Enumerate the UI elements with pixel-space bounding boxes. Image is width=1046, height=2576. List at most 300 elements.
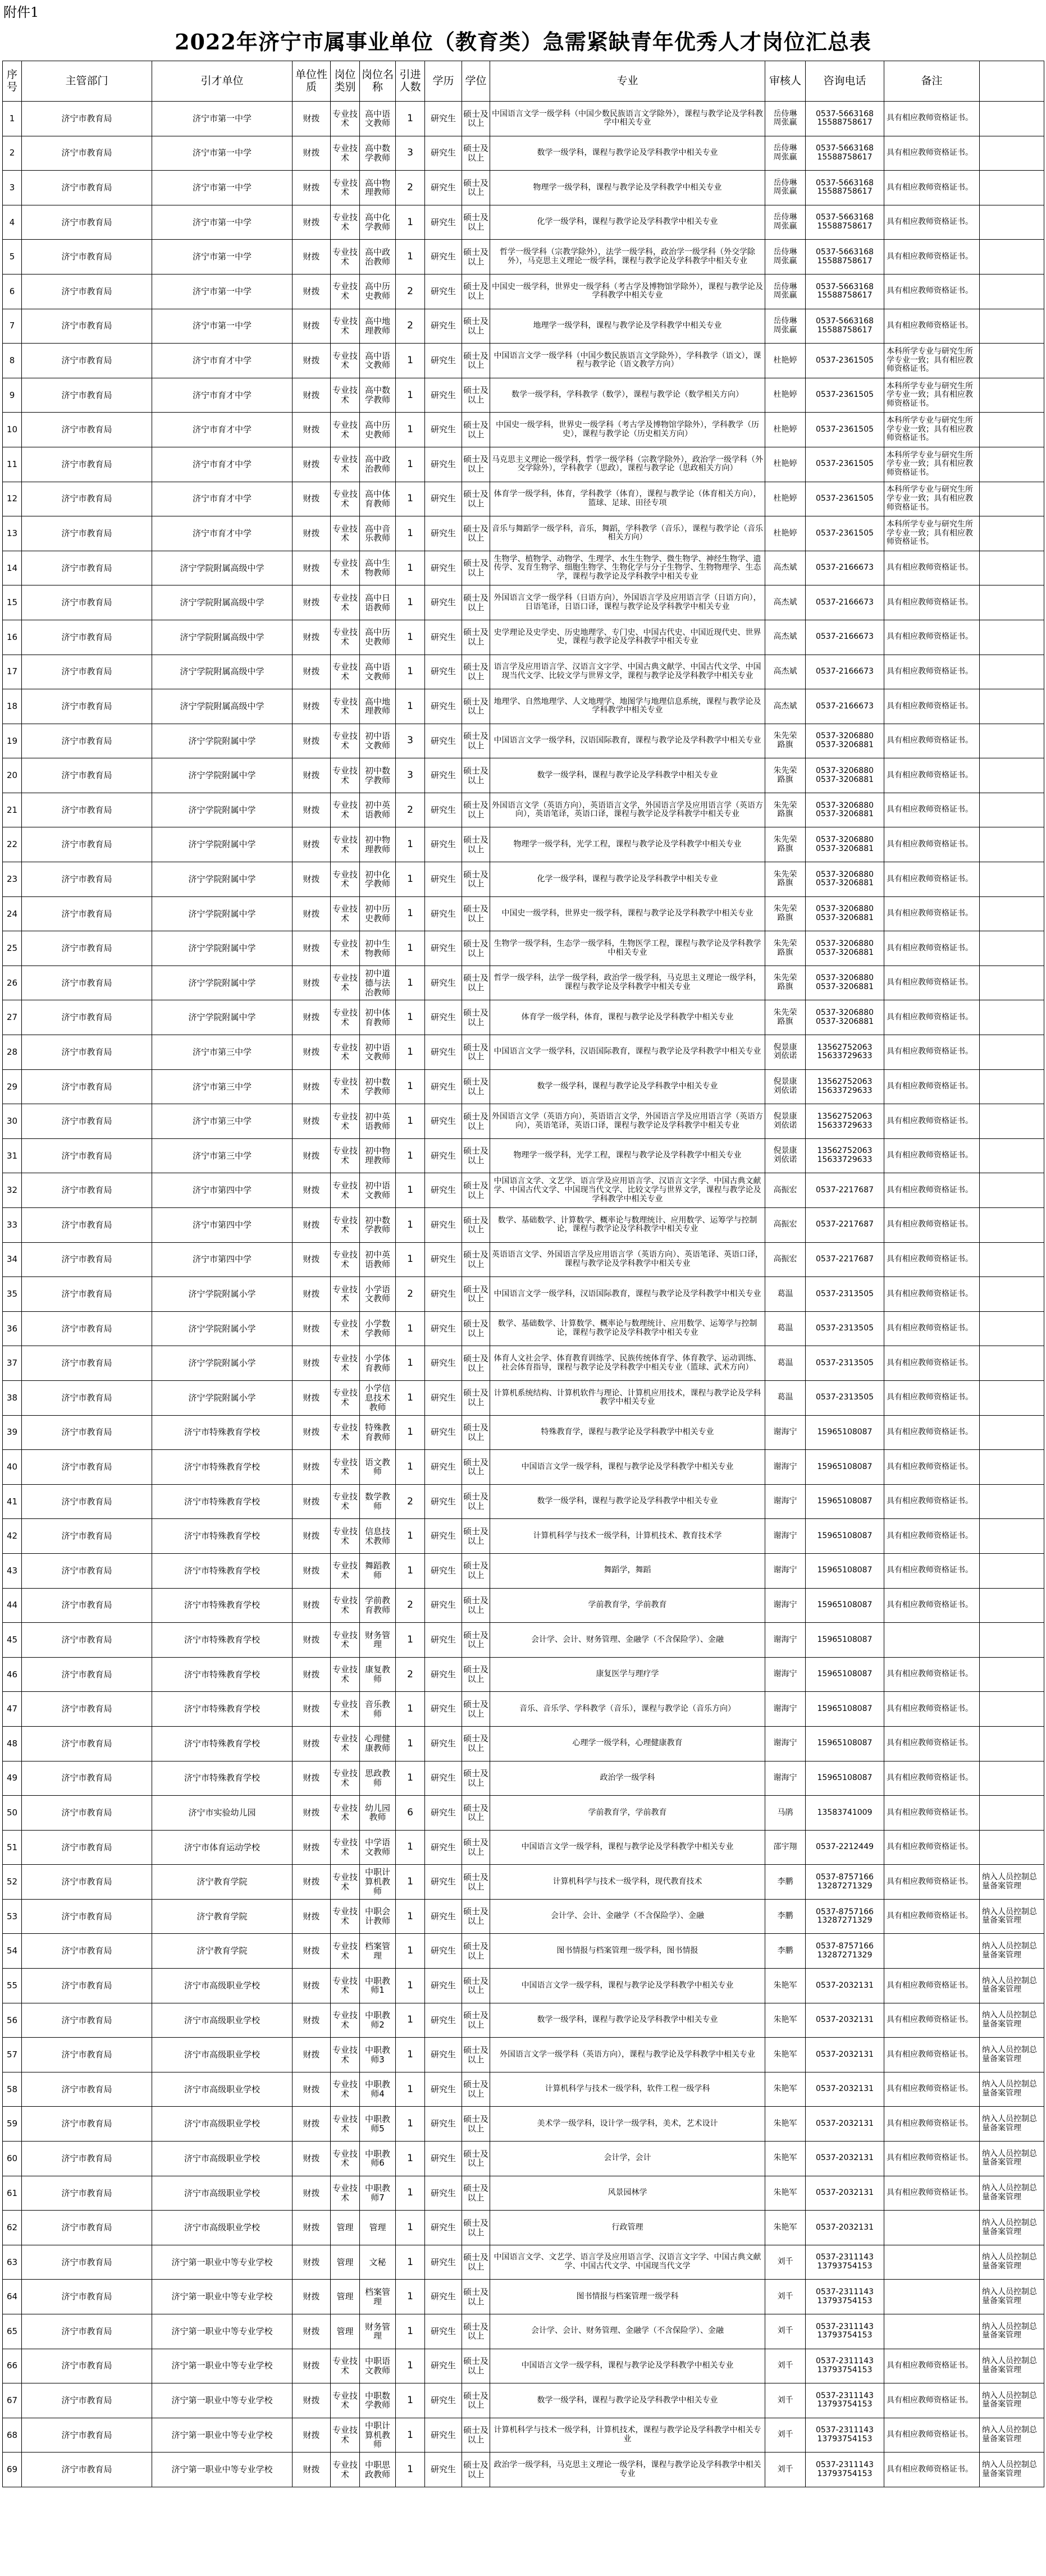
cell-post: 语文教师 xyxy=(360,1450,396,1485)
cell-nature: 财拨 xyxy=(293,1692,331,1727)
cell-major: 会计学、会计、财务管理、金融学（不含保险学）、金融 xyxy=(490,2314,765,2349)
cell-nature: 财拨 xyxy=(293,1242,331,1277)
cell-education: 研究生 xyxy=(425,447,462,482)
cell-education: 研究生 xyxy=(425,1242,462,1277)
cell-verifier: 岳侍琳 周张赢 xyxy=(765,136,806,171)
cell-dept: 济宁市教育局 xyxy=(22,2280,152,2314)
table-row xyxy=(3,966,1044,1000)
cell-degree: 硕士及以上 xyxy=(462,1450,490,1485)
cell-degree: 硕士及以上 xyxy=(462,205,490,240)
cell-education: 研究生 xyxy=(425,1104,462,1139)
cell-major: 化学一级学科，课程与教学论及学科教学中相关专业 xyxy=(490,862,765,897)
cell-contact: 0537-2313505 xyxy=(806,1277,884,1312)
cell-category: 专业技术 xyxy=(331,1450,360,1485)
cell-major: 舞蹈学，舞蹈 xyxy=(490,1553,765,1588)
cell-extra xyxy=(980,309,1044,344)
cell-contact: 0537-3206880 0537-3206881 xyxy=(806,827,884,862)
cell-major: 中国史一级学科，世界史一级学科，课程与教学论及学科教学中相关专业 xyxy=(490,896,765,931)
cell-count: 1 xyxy=(396,2176,425,2211)
cell-contact: 0537-5663168 15588758617 xyxy=(806,102,884,136)
cell-seq: 11 xyxy=(3,447,22,482)
cell-dept: 济宁市教育局 xyxy=(22,240,152,274)
cell-nature: 财拨 xyxy=(293,2453,331,2487)
cell-count: 1 xyxy=(396,1104,425,1139)
cell-nature: 财拨 xyxy=(293,274,331,309)
cell-major: 外国语言文学（英语方向），英语语言文学，外国语言学及应用语言学（英语方向），英语笔译，英语口译，课程与教学论及学科教学中相关专业 xyxy=(490,1104,765,1139)
cell-degree: 硕士及以上 xyxy=(462,482,490,516)
positions-table xyxy=(2,61,1044,2487)
cell-nature: 财拨 xyxy=(293,1553,331,1588)
cell-count: 1 xyxy=(396,1069,425,1104)
annex-label: 附件1 xyxy=(3,4,39,20)
cell-contact: 13562752063 15633729633 xyxy=(806,1069,884,1104)
cell-education: 研究生 xyxy=(425,1415,462,1450)
cell-education: 研究生 xyxy=(425,793,462,827)
cell-post: 小学信息技术教师 xyxy=(360,1380,396,1415)
cell-post: 中职教师4 xyxy=(360,2072,396,2107)
cell-degree: 硕士及以上 xyxy=(462,344,490,378)
table-row xyxy=(3,793,1044,827)
cell-nature: 财拨 xyxy=(293,1899,331,1934)
cell-unit: 济宁市高级职业学校 xyxy=(152,2072,293,2107)
cell-count: 1 xyxy=(396,2245,425,2280)
cell-remark: 具有相应教师资格证书。 xyxy=(884,2003,980,2038)
cell-contact: 0537-2361505 xyxy=(806,482,884,516)
cell-category: 专业技术 xyxy=(331,1208,360,1243)
cell-nature: 财拨 xyxy=(293,2418,331,2453)
cell-degree: 硕士及以上 xyxy=(462,240,490,274)
cell-post: 财务管理 xyxy=(360,2314,396,2349)
cell-verifier: 倪景康 刘依诺 xyxy=(765,1069,806,1104)
cell-major: 中国语言文学一级学科，汉语国际教育，课程与教学论及学科教学中相关专业 xyxy=(490,724,765,758)
cell-extra: 纳入人员控制总量备案管理 xyxy=(980,2349,1044,2383)
cell-count: 1 xyxy=(396,516,425,551)
cell-count: 2 xyxy=(396,309,425,344)
cell-education: 研究生 xyxy=(425,1657,462,1692)
cell-seq: 43 xyxy=(3,1553,22,1588)
cell-education: 研究生 xyxy=(425,2349,462,2383)
cell-contact: 0537-2311143 13793754153 xyxy=(806,2453,884,2487)
cell-verifier: 高振宏 xyxy=(765,1242,806,1277)
cell-education: 研究生 xyxy=(425,102,462,136)
cell-category: 专业技术 xyxy=(331,1899,360,1934)
cell-count: 1 xyxy=(396,240,425,274)
cell-extra: 纳入人员控制总量备案管理 xyxy=(980,2418,1044,2453)
cell-category: 专业技术 xyxy=(331,344,360,378)
cell-dept: 济宁市教育局 xyxy=(22,689,152,724)
cell-remark: 具有相应教师资格证书。 xyxy=(884,1346,980,1381)
cell-post: 高中语文教师 xyxy=(360,102,396,136)
table-row xyxy=(3,1796,1044,1831)
cell-extra xyxy=(980,1346,1044,1381)
cell-seq: 41 xyxy=(3,1484,22,1519)
cell-remark: 本科所学专业与研究生所学专业一致；具有相应教师资格证书。 xyxy=(884,482,980,516)
cell-verifier: 葛温 xyxy=(765,1346,806,1381)
cell-education: 研究生 xyxy=(425,1796,462,1831)
cell-dept: 济宁市教育局 xyxy=(22,2038,152,2072)
cell-major: 外国语言文学一级学科（日语方向），外国语言学及应用语言学（日语方向），日语笔译，日语口译，课程与教学论及学科教学中相关专业 xyxy=(490,585,765,620)
cell-seq: 68 xyxy=(3,2418,22,2453)
cell-contact: 0537-2361505 xyxy=(806,413,884,447)
cell-education: 研究生 xyxy=(425,344,462,378)
cell-count: 1 xyxy=(396,2349,425,2383)
cell-seq: 62 xyxy=(3,2211,22,2245)
cell-remark: 具有相应教师资格证书。 xyxy=(884,2383,980,2418)
cell-dept: 济宁市教育局 xyxy=(22,793,152,827)
cell-seq: 37 xyxy=(3,1346,22,1381)
cell-remark: 具有相应教师资格证书。 xyxy=(884,1380,980,1415)
cell-category: 专业技术 xyxy=(331,1726,360,1761)
cell-seq: 5 xyxy=(3,240,22,274)
cell-dept: 济宁市教育局 xyxy=(22,1761,152,1796)
table-row xyxy=(3,1000,1044,1035)
cell-seq: 26 xyxy=(3,966,22,1000)
cell-extra: 纳入人员控制总量备案管理 xyxy=(980,2176,1044,2211)
header-dept: 主管部门 xyxy=(22,61,152,102)
cell-contact: 0537-2032131 xyxy=(806,2003,884,2038)
cell-extra xyxy=(980,1484,1044,1519)
cell-remark: 本科所学专业与研究生所学专业一致；具有相应教师资格证书。 xyxy=(884,516,980,551)
cell-nature: 财拨 xyxy=(293,1519,331,1554)
cell-post: 小学数学教师 xyxy=(360,1311,396,1346)
cell-unit: 济宁市育才中学 xyxy=(152,413,293,447)
cell-seq: 10 xyxy=(3,413,22,447)
table-row xyxy=(3,655,1044,689)
cell-contact: 0537-2166673 xyxy=(806,655,884,689)
cell-post: 中职计算机教师 xyxy=(360,2418,396,2453)
cell-seq: 16 xyxy=(3,620,22,655)
cell-verifier: 谢海宁 xyxy=(765,1588,806,1623)
cell-extra: 纳入人员控制总量备案管理 xyxy=(980,1934,1044,1969)
cell-education: 研究生 xyxy=(425,2142,462,2176)
cell-unit: 济宁市特殊教育学校 xyxy=(152,1519,293,1554)
cell-dept: 济宁市教育局 xyxy=(22,655,152,689)
table-row xyxy=(3,1311,1044,1346)
cell-verifier: 高杰斌 xyxy=(765,655,806,689)
cell-remark: 具有相应教师资格证书。 xyxy=(884,655,980,689)
cell-seq: 8 xyxy=(3,344,22,378)
cell-verifier: 葛温 xyxy=(765,1311,806,1346)
cell-degree: 硕士及以上 xyxy=(462,1346,490,1381)
cell-count: 2 xyxy=(396,1588,425,1623)
cell-major: 数学一级学科，课程与教学论及学科教学中相关专业 xyxy=(490,758,765,793)
cell-extra: 纳入人员控制总量备案管理 xyxy=(980,1865,1044,1900)
cell-remark: 具有相应教师资格证书。 xyxy=(884,931,980,966)
cell-count: 1 xyxy=(396,1692,425,1727)
table-row xyxy=(3,1173,1044,1208)
cell-unit: 济宁学院附属中学 xyxy=(152,827,293,862)
cell-dept: 济宁市教育局 xyxy=(22,1484,152,1519)
cell-nature: 财拨 xyxy=(293,309,331,344)
cell-count: 1 xyxy=(396,2107,425,2142)
cell-contact: 0537-3206880 0537-3206881 xyxy=(806,966,884,1000)
table-row xyxy=(3,2418,1044,2453)
cell-contact: 0537-2217687 xyxy=(806,1242,884,1277)
table-row xyxy=(3,2245,1044,2280)
cell-contact: 0537-2361505 xyxy=(806,447,884,482)
table-row xyxy=(3,516,1044,551)
cell-extra xyxy=(980,793,1044,827)
cell-contact: 15965108087 xyxy=(806,1484,884,1519)
document-title: 2022年济宁市属事业单位（教育类）急需紧缺青年优秀人才岗位汇总表 xyxy=(175,29,871,54)
cell-dept: 济宁市教育局 xyxy=(22,1450,152,1485)
cell-major: 中国史一级学科，世界史一级学科（考古学及博物馆学除外），学科教学（历史），课程与教学论（历史相关方向） xyxy=(490,413,765,447)
cell-education: 研究生 xyxy=(425,136,462,171)
cell-seq: 3 xyxy=(3,171,22,205)
cell-nature: 财拨 xyxy=(293,620,331,655)
cell-verifier: 朱先荣 路旗 xyxy=(765,896,806,931)
cell-major: 物理学一级学科，课程与教学论及学科教学中相关专业 xyxy=(490,171,765,205)
cell-seq: 47 xyxy=(3,1692,22,1727)
cell-dept: 济宁市教育局 xyxy=(22,1346,152,1381)
cell-post: 初中语文教师 xyxy=(360,1173,396,1208)
cell-count: 1 xyxy=(396,1000,425,1035)
header-category: 岗位类别 xyxy=(331,61,360,102)
cell-post: 高中生物教师 xyxy=(360,551,396,585)
header-unit: 引才单位 xyxy=(152,61,293,102)
cell-unit: 济宁学院附属中学 xyxy=(152,758,293,793)
cell-count: 1 xyxy=(396,2383,425,2418)
cell-verifier: 李鹏 xyxy=(765,1934,806,1969)
cell-major: 体育人文社会学、体育教育训练学、民族传统体育学、体育教学、运动训练、社会体育指导，课程与教学论及学科教学中相关专业（篮球、武术方向） xyxy=(490,1346,765,1381)
cell-category: 专业技术 xyxy=(331,413,360,447)
cell-unit: 济宁第一职业中等专业学校 xyxy=(152,2453,293,2487)
cell-remark: 具有相应教师资格证书。 xyxy=(884,2176,980,2211)
cell-seq: 13 xyxy=(3,516,22,551)
table-row xyxy=(3,344,1044,378)
cell-degree: 硕士及以上 xyxy=(462,551,490,585)
cell-post: 高中数学教师 xyxy=(360,378,396,413)
cell-count: 2 xyxy=(396,171,425,205)
cell-post: 初中道德与法治教师 xyxy=(360,966,396,1000)
cell-category: 专业技术 xyxy=(331,205,360,240)
cell-nature: 财拨 xyxy=(293,1035,331,1070)
cell-dept: 济宁市教育局 xyxy=(22,1830,152,1865)
cell-category: 专业技术 xyxy=(331,931,360,966)
table-row xyxy=(3,1657,1044,1692)
header-remark: 备注 xyxy=(884,61,980,102)
cell-remark: 具有相应教师资格证书。 xyxy=(884,1415,980,1450)
cell-category: 专业技术 xyxy=(331,2072,360,2107)
cell-post: 高中历史教师 xyxy=(360,620,396,655)
cell-category: 专业技术 xyxy=(331,516,360,551)
cell-degree: 硕士及以上 xyxy=(462,793,490,827)
cell-degree: 硕士及以上 xyxy=(462,1726,490,1761)
cell-category: 专业技术 xyxy=(331,1104,360,1139)
cell-contact: 0537-2166673 xyxy=(806,620,884,655)
cell-nature: 财拨 xyxy=(293,136,331,171)
cell-remark: 本科所学专业与研究生所学专业一致；具有相应教师资格证书。 xyxy=(884,413,980,447)
table-row xyxy=(3,378,1044,413)
table-row xyxy=(3,1865,1044,1900)
cell-verifier: 杜艳婷 xyxy=(765,482,806,516)
cell-seq: 14 xyxy=(3,551,22,585)
cell-count: 1 xyxy=(396,585,425,620)
cell-unit: 济宁市特殊教育学校 xyxy=(152,1761,293,1796)
cell-nature: 财拨 xyxy=(293,896,331,931)
cell-remark: 具有相应教师资格证书。 xyxy=(884,2038,980,2072)
cell-verifier: 刘千 xyxy=(765,2245,806,2280)
cell-verifier: 谢海宁 xyxy=(765,1553,806,1588)
cell-seq: 32 xyxy=(3,1173,22,1208)
cell-post: 中职教师3 xyxy=(360,2038,396,2072)
cell-remark: 具有相应教师资格证书。 xyxy=(884,171,980,205)
cell-degree: 硕士及以上 xyxy=(462,2383,490,2418)
table-row xyxy=(3,2211,1044,2245)
cell-degree: 硕士及以上 xyxy=(462,1692,490,1727)
cell-count: 1 xyxy=(396,1311,425,1346)
cell-education: 研究生 xyxy=(425,482,462,516)
cell-extra xyxy=(980,1830,1044,1865)
cell-dept: 济宁市教育局 xyxy=(22,1588,152,1623)
cell-seq: 30 xyxy=(3,1104,22,1139)
cell-degree: 硕士及以上 xyxy=(462,1311,490,1346)
cell-education: 研究生 xyxy=(425,1588,462,1623)
cell-contact: 0537-5663168 15588758617 xyxy=(806,240,884,274)
cell-education: 研究生 xyxy=(425,1450,462,1485)
cell-education: 研究生 xyxy=(425,1623,462,1658)
cell-seq: 6 xyxy=(3,274,22,309)
cell-education: 研究生 xyxy=(425,1519,462,1554)
table-row xyxy=(3,724,1044,758)
cell-count: 1 xyxy=(396,966,425,1000)
table-row xyxy=(3,2176,1044,2211)
cell-education: 研究生 xyxy=(425,689,462,724)
table-row xyxy=(3,2142,1044,2176)
cell-count: 1 xyxy=(396,1519,425,1554)
cell-unit: 济宁市第四中学 xyxy=(152,1242,293,1277)
cell-major: 地理学、自然地理学、人文地理学、地图学与地理信息系统，课程与教学论及学科教学中相关专业 xyxy=(490,689,765,724)
cell-degree: 硕士及以上 xyxy=(462,1035,490,1070)
cell-count: 1 xyxy=(396,1969,425,2003)
cell-count: 1 xyxy=(396,2038,425,2072)
cell-major: 会计学、会计、金融学（不含保险学）、金融 xyxy=(490,1899,765,1934)
cell-dept: 济宁市教育局 xyxy=(22,2072,152,2107)
table-row xyxy=(3,1069,1044,1104)
cell-category: 专业技术 xyxy=(331,1415,360,1450)
cell-count: 1 xyxy=(396,1830,425,1865)
cell-remark: 具有相应教师资格证书。 xyxy=(884,724,980,758)
cell-category: 专业技术 xyxy=(331,1588,360,1623)
cell-category: 专业技术 xyxy=(331,758,360,793)
cell-unit: 济宁学院附属小学 xyxy=(152,1380,293,1415)
cell-count: 1 xyxy=(396,1208,425,1243)
cell-dept: 济宁市教育局 xyxy=(22,205,152,240)
cell-post: 高中语文教师 xyxy=(360,344,396,378)
cell-major: 中国语言文学、文艺学、语言学及应用语言学、汉语言文字学、中国古典文献学、中国古代文学、中国现当代文学、比较文学与世界文学，课程与教学论及学科教学中相关专业 xyxy=(490,1173,765,1208)
cell-extra: 纳入人员控制总量备案管理 xyxy=(980,2211,1044,2245)
cell-post: 特殊教育教师 xyxy=(360,1415,396,1450)
cell-category: 专业技术 xyxy=(331,102,360,136)
cell-remark xyxy=(884,1934,980,1969)
cell-education: 研究生 xyxy=(425,205,462,240)
cell-verifier: 谢海宁 xyxy=(765,1415,806,1450)
cell-degree: 硕士及以上 xyxy=(462,620,490,655)
cell-unit: 济宁市第三中学 xyxy=(152,1069,293,1104)
cell-seq: 45 xyxy=(3,1623,22,1658)
header-degree: 学位 xyxy=(462,61,490,102)
cell-seq: 1 xyxy=(3,102,22,136)
cell-extra: 纳入人员控制总量备案管理 xyxy=(980,1969,1044,2003)
cell-contact: 15965108087 xyxy=(806,1519,884,1554)
cell-category: 专业技术 xyxy=(331,2038,360,2072)
cell-extra xyxy=(980,1311,1044,1346)
cell-nature: 财拨 xyxy=(293,102,331,136)
table-row xyxy=(3,240,1044,274)
cell-seq: 19 xyxy=(3,724,22,758)
cell-remark: 本科所学专业与研究生所学专业一致；具有相应教师资格证书。 xyxy=(884,344,980,378)
cell-remark: 具有相应教师资格证书。 xyxy=(884,240,980,274)
cell-seq: 40 xyxy=(3,1450,22,1485)
cell-unit: 济宁市第四中学 xyxy=(152,1208,293,1243)
cell-category: 专业技术 xyxy=(331,551,360,585)
cell-seq: 35 xyxy=(3,1277,22,1312)
cell-post: 初中语文教师 xyxy=(360,724,396,758)
cell-category: 专业技术 xyxy=(331,482,360,516)
cell-category: 专业技术 xyxy=(331,2349,360,2383)
cell-category: 专业技术 xyxy=(331,966,360,1000)
cell-unit: 济宁市第三中学 xyxy=(152,1138,293,1173)
cell-extra xyxy=(980,447,1044,482)
cell-unit: 济宁学院附属中学 xyxy=(152,966,293,1000)
cell-unit: 济宁市第一中学 xyxy=(152,102,293,136)
cell-unit: 济宁市第一中学 xyxy=(152,240,293,274)
cell-nature: 财拨 xyxy=(293,2383,331,2418)
cell-education: 研究生 xyxy=(425,758,462,793)
cell-count: 1 xyxy=(396,1242,425,1277)
cell-major: 数学一级学科，课程与教学论及学科教学中相关专业 xyxy=(490,136,765,171)
table-row xyxy=(3,2314,1044,2349)
cell-dept: 济宁市教育局 xyxy=(22,1899,152,1934)
cell-verifier: 岳侍琳 周张赢 xyxy=(765,102,806,136)
table-row xyxy=(3,1899,1044,1934)
cell-dept: 济宁市教育局 xyxy=(22,1173,152,1208)
cell-degree: 硕士及以上 xyxy=(462,1277,490,1312)
cell-seq: 42 xyxy=(3,1519,22,1554)
cell-contact: 0537-5663168 15588758617 xyxy=(806,205,884,240)
cell-category: 专业技术 xyxy=(331,2107,360,2142)
table-row xyxy=(3,551,1044,585)
cell-post: 信息技术教师 xyxy=(360,1519,396,1554)
cell-remark: 具有相应教师资格证书。 xyxy=(884,758,980,793)
cell-count: 1 xyxy=(396,1138,425,1173)
cell-extra xyxy=(980,1380,1044,1415)
cell-seq: 69 xyxy=(3,2453,22,2487)
cell-seq: 28 xyxy=(3,1035,22,1070)
cell-category: 专业技术 xyxy=(331,1035,360,1070)
cell-extra xyxy=(980,1242,1044,1277)
cell-unit: 济宁市高级职业学校 xyxy=(152,2176,293,2211)
cell-post: 高中数学教师 xyxy=(360,136,396,171)
cell-verifier: 谢海宁 xyxy=(765,1761,806,1796)
cell-remark: 具有相应教师资格证书。 xyxy=(884,585,980,620)
cell-extra xyxy=(980,1726,1044,1761)
cell-unit: 济宁学院附属小学 xyxy=(152,1311,293,1346)
cell-seq: 31 xyxy=(3,1138,22,1173)
cell-nature: 财拨 xyxy=(293,205,331,240)
cell-degree: 硕士及以上 xyxy=(462,102,490,136)
table-row xyxy=(3,1450,1044,1485)
cell-seq: 51 xyxy=(3,1830,22,1865)
cell-major: 音乐、音乐学、学科教学（音乐），课程与教学论（音乐方向） xyxy=(490,1692,765,1727)
cell-dept: 济宁市教育局 xyxy=(22,1969,152,2003)
cell-post: 初中物理教师 xyxy=(360,827,396,862)
cell-contact: 0537-2166673 xyxy=(806,585,884,620)
cell-degree: 硕士及以上 xyxy=(462,1796,490,1831)
cell-post: 初中体育教师 xyxy=(360,1000,396,1035)
cell-contact: 0537-5663168 15588758617 xyxy=(806,309,884,344)
cell-seq: 67 xyxy=(3,2383,22,2418)
